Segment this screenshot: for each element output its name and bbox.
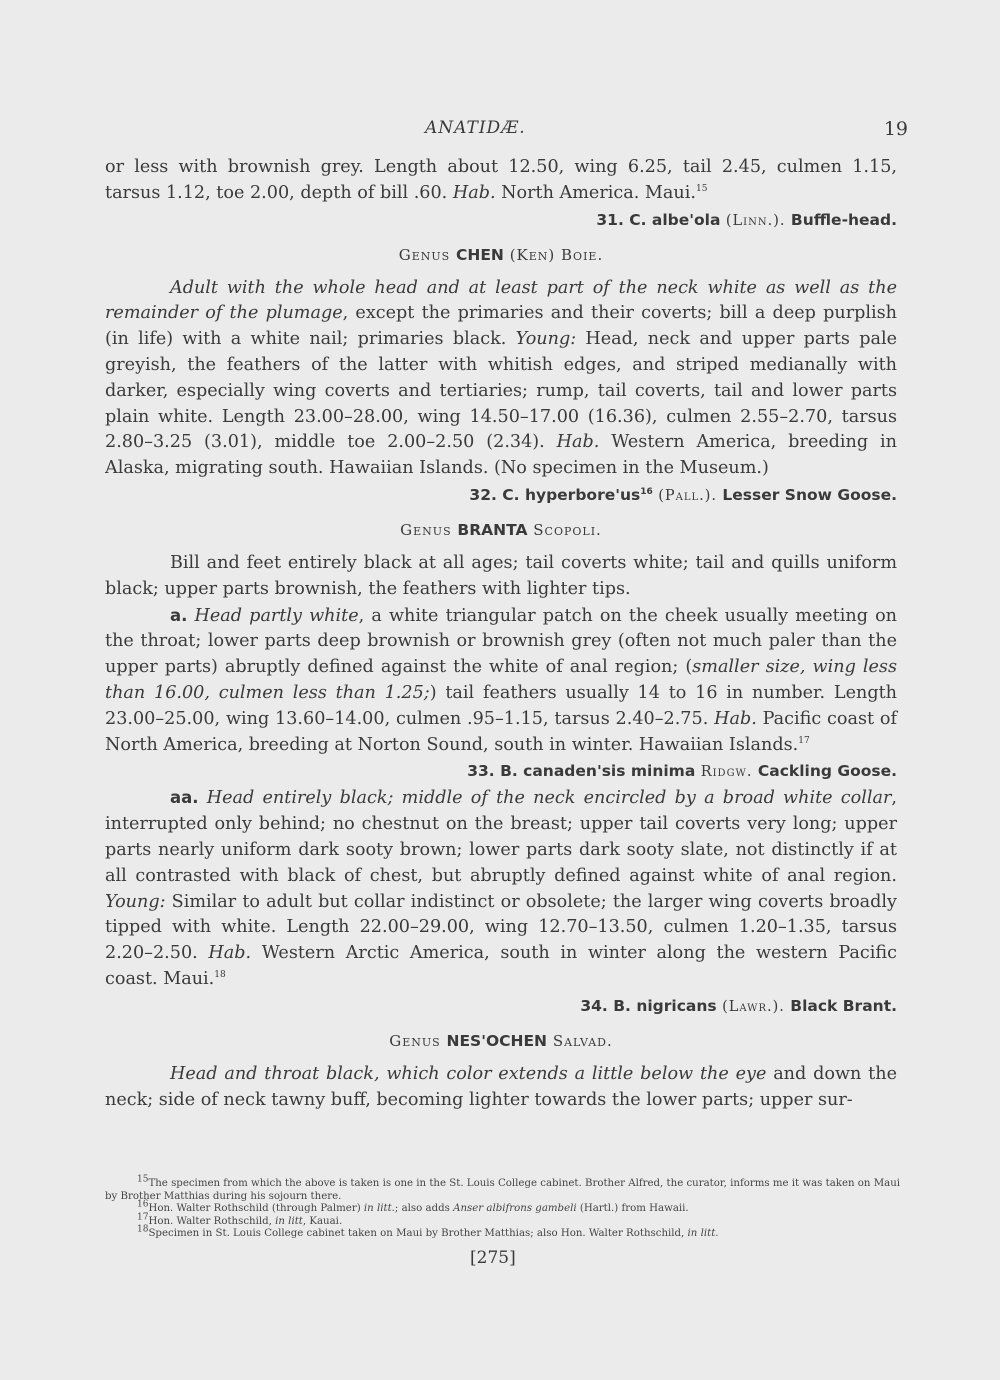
- key-label: a.: [170, 605, 188, 625]
- common-name: Black Brant.: [790, 996, 897, 1015]
- species-number: 32.: [469, 485, 497, 504]
- footnote-text: The specimen from which the above is taken is one in the St. Louis College cabinet. Brother Alfred, the curator, informs me it was taken on Maui by Brother Matthias during his sojourn there.: [105, 1178, 901, 1202]
- hab-label: Hab.: [452, 182, 496, 203]
- paragraph-branta-aa: [105, 785, 897, 992]
- italic-text: Head entirely black; middle of the neck encircled by a broad white collar: [206, 788, 892, 809]
- footnote-number: 15: [137, 1174, 149, 1185]
- species-author: (Lawr.).: [722, 998, 785, 1015]
- genus-word: Genus: [400, 520, 452, 539]
- species-author: (Pall.).: [658, 487, 717, 504]
- species-name: C. hyperbore'us: [502, 485, 641, 504]
- footnote-15: [105, 1174, 905, 1203]
- footnote-17: [105, 1212, 905, 1229]
- genus-heading-chen: [105, 242, 897, 268]
- text-run: Similar to adult but collar indistinct or obsolete; the larger wing coverts broadly tipped with white. Length 22.00–29.00, wing 12.70–13.50, culmen 1.20–1.35, tarsus 2.20–2.50.: [105, 891, 897, 964]
- key-label: aa.: [170, 788, 199, 808]
- hab-label: Hab.: [714, 708, 757, 729]
- species-number: 31.: [596, 210, 624, 229]
- species-author: Ridgw.: [700, 764, 753, 781]
- genus-word: Genus: [389, 1031, 441, 1050]
- italic-text: in litt.: [687, 1228, 719, 1240]
- common-name: Buffle-head.: [790, 210, 897, 229]
- species-heading-33: [105, 758, 897, 785]
- footnote-number: 18: [137, 1224, 149, 1235]
- text-run: Western Arctic America, south in winter along the western Pacific coast. Maui.: [105, 943, 897, 989]
- footnote-number: 17: [137, 1212, 149, 1223]
- italic-text: Anser albifrons gambeli: [453, 1203, 577, 1215]
- footnote-text: (Hartl.) from Hawaii.: [576, 1203, 689, 1215]
- text-run: , except the primaries and their coverts; bill a deep purplish (in life) with a white nail; primaries black.: [105, 303, 897, 350]
- genus-heading-branta: [105, 517, 897, 543]
- footnote-16: [105, 1199, 905, 1216]
- paragraph-branta-intro: Bill and feet entirely black at all ages; tail coverts white; tail and quills uniform black; upper parts brownish, the feathers with lighter tips.: [105, 552, 897, 599]
- footnote-text: Hon. Walter Rothschild (through Palmer): [148, 1203, 364, 1215]
- running-title: ANATIDÆ.: [425, 118, 526, 138]
- page-number: 19: [883, 118, 908, 140]
- footnote-18: [105, 1224, 905, 1241]
- italic-text: Head and throat black, which color extends a little below the eye: [170, 1063, 767, 1084]
- young-label: Young:: [515, 329, 577, 350]
- footnote-ref: 15: [695, 183, 708, 194]
- italic-text: smaller size, wing less than 16.00, culmen less than 1.25;: [105, 657, 897, 703]
- genus-author: (Ken) Boie.: [509, 245, 604, 264]
- common-name: Lesser Snow Goose.: [722, 485, 897, 504]
- signature-mark: [275]: [470, 1248, 516, 1268]
- paragraph-chen: [105, 276, 897, 482]
- italic-text: in litt: [275, 1215, 303, 1227]
- italic-text: Adult with the whole head and at least part of the neck white as well as the remainder of the plumage: [105, 277, 897, 324]
- genus-name: BRANTA: [457, 520, 528, 539]
- text-run: North America. Maui.: [495, 182, 696, 203]
- species-heading-32: [105, 482, 897, 509]
- species-name: C. albe'ola: [629, 210, 721, 229]
- paragraph-branta-a: [105, 603, 897, 759]
- text-run: Pacific coast of North America, breeding at Norton Sound, south in winter. Hawaiian Islands.: [105, 708, 897, 755]
- genus-heading-nesochen: [105, 1028, 897, 1054]
- species-heading-31: [105, 207, 897, 234]
- paragraph-carryover: [105, 155, 897, 207]
- text-run: , interrupted only behind; no chestnut on the breast; upper tail coverts very long; upper parts nearly uniform dark sooty brown; lower parts dark sooty slate, not distinctly if at all contrasted with black of chest, but abruptly defined against white of anal region.: [105, 788, 897, 886]
- running-head: [0, 118, 1000, 142]
- genus-word: Genus: [398, 245, 451, 264]
- species-number: 34.: [580, 996, 608, 1015]
- text-run: , a white triangular patch on the cheek usually meeting on the throat; lower parts deep brownish or brownish grey (often not much paler than the upper parts) abruptly defined against the white of anal region; (: [105, 605, 898, 678]
- footnote-ref: 17: [798, 735, 810, 746]
- genus-author: Salvad.: [552, 1031, 613, 1050]
- young-label: Young:: [105, 891, 166, 912]
- species-number: 33.: [467, 762, 495, 781]
- genus-name: NES'OCHEN: [446, 1031, 548, 1050]
- italic-text: Head partly white: [194, 605, 359, 626]
- footnote-text: ; also adds: [394, 1203, 454, 1215]
- paragraph-nesochen: [105, 1062, 897, 1114]
- genus-author: Scopoli.: [533, 520, 602, 539]
- footnote-ref: 16: [640, 486, 653, 497]
- hab-label: Hab.: [208, 943, 252, 964]
- text-run: and down the neck; side of neck tawny buff, becoming lighter towards the lower parts; upper sur-: [105, 1063, 897, 1110]
- species-heading-34: [105, 993, 897, 1020]
- common-name: Cackling Goose.: [757, 762, 897, 781]
- footnote-text: Specimen in St. Louis College cabinet taken on Maui by Brother Matthias; also Hon. Walter Rothschild,: [148, 1228, 688, 1240]
- species-name: B. nigricans: [613, 996, 717, 1015]
- footnote-ref: 18: [214, 970, 226, 981]
- footnote-text: , Kauai.: [302, 1215, 343, 1227]
- footnotes: [105, 1174, 905, 1241]
- genus-name: CHEN: [456, 245, 504, 264]
- text-run: Head, neck and upper parts pale greyish, the feathers of the latter with whitish edges, and striped medianally with darker, especially wing coverts and tertiaries; rump, tail coverts, tail and lower parts plain white. Length 23.00–28.00, wing 14.50–17.00 (16.36), culmen 2.55–2.70, tarsus 2.80–3.25 (3.01), middle toe 2.00–2.50 (2.34).: [105, 329, 897, 453]
- hab-label: Hab.: [556, 432, 600, 453]
- italic-text: in litt.: [363, 1203, 395, 1215]
- text-run: Western America, breeding in Alaska, migrating south. Hawaiian Islands. (No specimen in the Museum.): [105, 432, 897, 479]
- footnote-number: 16: [137, 1199, 149, 1210]
- species-name: B. canaden'sis minima: [500, 762, 696, 781]
- footnote-text: Hon. Walter Rothschild,: [148, 1215, 276, 1227]
- text-run: or less with brownish grey. Length about 12.50, wing 6.25, tail 2.45, culmen 1.15, tarsus 1.12, toe 2.00, depth of bill .60.: [105, 157, 897, 203]
- main-text: [105, 155, 897, 1113]
- text-run: ) tail feathers usually 14 to 16 in number. Length 23.00–25.00, wing 13.60–14.00, culmen .95–1.15, tarsus 2.40–2.75.: [105, 682, 897, 729]
- species-author: (Linn.).: [725, 212, 786, 229]
